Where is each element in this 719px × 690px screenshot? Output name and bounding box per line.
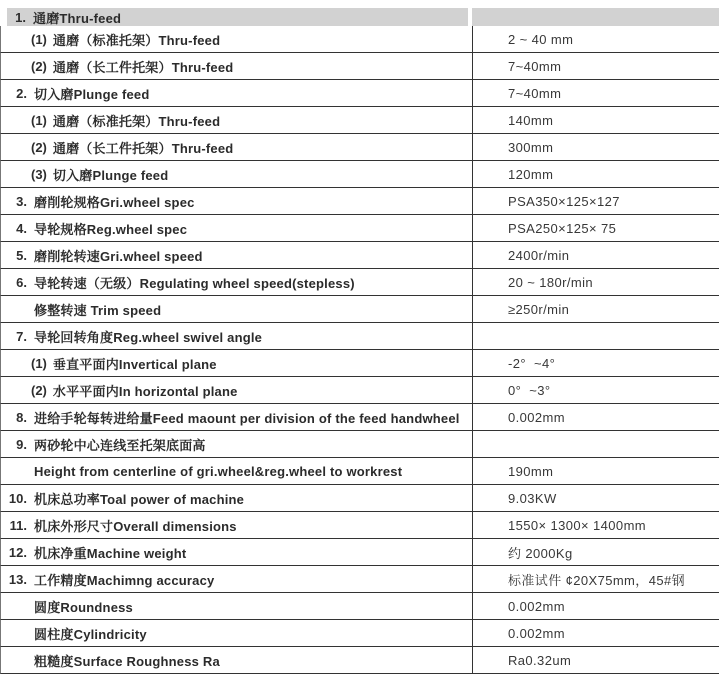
table-row [0,107,719,134]
spec-name-cell [1,53,473,79]
table-row [0,8,719,26]
row-label: 粗糙度Surface Roughness Ra [34,653,220,669]
spec-value-cell [472,8,719,26]
row-value: 标准试件 ¢20X75mm，45#钢 [508,572,685,588]
row-number: (2) [31,139,47,155]
row-value: 0.002mm [508,409,565,425]
row-label: 导轮回转角度Reg.wheel swivel angle [34,329,263,345]
row-number: 11. [9,517,27,533]
row-number: 8. [16,409,27,425]
spec-value-cell [473,26,719,52]
table-row [0,161,719,188]
row-label: 通磨（长工件托架）Thru-feed [52,140,234,156]
table-row [0,350,719,377]
row-label: 通磨（标准托架）Thru-feed [52,32,221,48]
spec-value-cell [473,215,719,241]
spec-name-cell [1,350,473,376]
row-label: 圆柱度Cylindricity [34,626,147,642]
spec-value-cell [473,107,719,133]
row-label: 切入磨Plunge feed [34,86,150,102]
spec-name-cell [1,431,473,457]
spec-value-cell [473,539,719,565]
spec-value-cell [473,404,719,430]
row-value: -2° ~4° [508,355,556,371]
table-row [0,431,719,458]
row-label: 导轮规格Reg.wheel spec [34,221,188,237]
spec-table [0,8,719,674]
table-row [0,539,719,566]
row-number: 12. [8,544,27,560]
row-value: 20 ~ 180r/min [508,274,594,290]
spec-name-cell [1,107,473,133]
spec-value-cell [473,242,719,268]
row-value: Ra0.32um [508,652,572,668]
row-label: 通磨（长工件托架）Thru-feed [52,59,234,75]
spec-name-cell [1,242,473,268]
table-row [0,458,719,485]
spec-value-cell [473,566,719,592]
table-row [0,485,719,512]
row-label: 工作精度Machimng accuracy [34,572,215,588]
table-row [0,647,719,674]
row-number: 3. [16,193,27,209]
spec-name-cell [1,404,473,430]
row-value: 7~40mm [508,58,562,74]
row-value: ≥250r/min [508,301,570,317]
spec-value-cell [473,458,719,484]
row-value: 120mm [508,166,554,182]
row-label: 磨削轮规格Gri.wheel spec [34,194,195,210]
row-number: (2) [31,382,47,398]
spec-name-cell [1,566,473,592]
row-number: 1. [15,9,26,25]
spec-value-cell [473,80,719,106]
spec-name-cell [1,215,473,241]
row-number: 2. [16,85,27,101]
table-row [0,134,719,161]
spec-value-cell [473,431,719,457]
spec-value-cell [473,647,719,673]
spec-value-cell [473,593,719,619]
spec-value-cell [473,350,719,376]
row-value: 190mm [508,463,554,479]
row-value: 140mm [508,112,554,128]
spec-value-cell [473,620,719,646]
row-number: (1) [31,112,47,128]
table-row [0,296,719,323]
row-number: 13. [8,571,27,587]
table-row [0,566,719,593]
spec-name-cell [1,485,473,511]
row-label: 机床总功率Toal power of machine [34,491,245,507]
spec-value-cell [473,485,719,511]
spec-value-cell [473,269,719,295]
row-label: Height from centerline of gri.wheel&reg.wheel to workrest [34,463,403,479]
row-number: 10. [8,490,27,506]
row-value: 1550× 1300× 1400mm [508,517,647,533]
row-number: (1) [31,31,47,47]
spec-name-cell [1,458,473,484]
spec-value-cell [473,512,719,538]
table-row [0,215,719,242]
row-label: 水平平面内In horizontal plane [52,383,238,399]
table-row [0,620,719,647]
table-row [0,242,719,269]
row-number: 7. [16,328,27,344]
spec-name-cell [0,8,472,26]
row-number: 5. [16,247,27,263]
table-row [0,26,719,53]
row-value: 0.002mm [508,598,565,614]
row-label: 导轮转速（无级）Regulating wheel speed(stepless) [34,275,355,291]
row-label: 切入磨Plunge feed [52,167,169,183]
spec-value-cell [473,53,719,79]
row-value: 0.002mm [508,625,565,641]
row-label: 磨削轮转速Gri.wheel speed [34,248,203,264]
spec-value-cell [473,323,719,349]
spec-name-cell [1,323,473,349]
table-row [0,512,719,539]
row-label: 通磨（标准托架）Thru-feed [52,113,221,129]
row-label: 通磨Thru-feed [33,10,122,26]
spec-name-cell [1,296,473,322]
spec-name-cell [1,80,473,106]
row-label: 垂直平面内Invertical plane [52,356,217,372]
row-value: 300mm [508,139,554,155]
table-row [0,53,719,80]
spec-value-cell [473,161,719,187]
row-number: (2) [31,58,47,74]
spec-value-cell [473,134,719,160]
row-value: PSA350×125×127 [508,193,620,209]
row-value: 约 2000Kg [508,545,573,561]
row-number: (1) [31,355,47,371]
row-value: 7~40mm [508,85,562,101]
spec-name-cell [1,647,473,673]
table-row [0,80,719,107]
row-value: 2 ~ 40 mm [508,31,574,47]
row-value: 0° ~3° [508,382,551,398]
row-label: 修整转速 Trim speed [34,302,162,318]
spec-name-cell [1,539,473,565]
row-label: 机床外形尺寸Overall dimensions [34,518,237,534]
spec-name-cell [1,26,473,52]
row-number: 9. [16,436,27,452]
table-row [0,404,719,431]
spec-name-cell [1,593,473,619]
row-number: 6. [16,274,27,290]
spec-name-cell [1,161,473,187]
row-label: 机床净重Machine weight [34,545,187,561]
spec-value-cell [473,188,719,214]
spec-value-cell [473,377,719,403]
table-row [0,377,719,404]
spec-name-cell [1,377,473,403]
row-label: 进给手轮每转进给量Feed maount per division of the feed handwheel [34,410,460,426]
row-label: 圆度Roundness [34,599,133,615]
row-number: (3) [31,166,47,182]
row-label: 两砂轮中心连线至托架底面高 [34,437,206,453]
spec-name-cell [1,188,473,214]
spec-name-cell [1,512,473,538]
row-number: 4. [16,220,27,236]
spec-name-cell [1,269,473,295]
table-row [0,593,719,620]
table-row [0,188,719,215]
row-value: PSA250×125× 75 [508,220,617,236]
spec-value-cell [473,296,719,322]
spec-name-cell [1,134,473,160]
spec-name-cell [1,620,473,646]
table-row [0,269,719,296]
table-row [0,323,719,350]
row-value: 9.03KW [508,490,557,506]
row-value: 2400r/min [508,247,570,263]
